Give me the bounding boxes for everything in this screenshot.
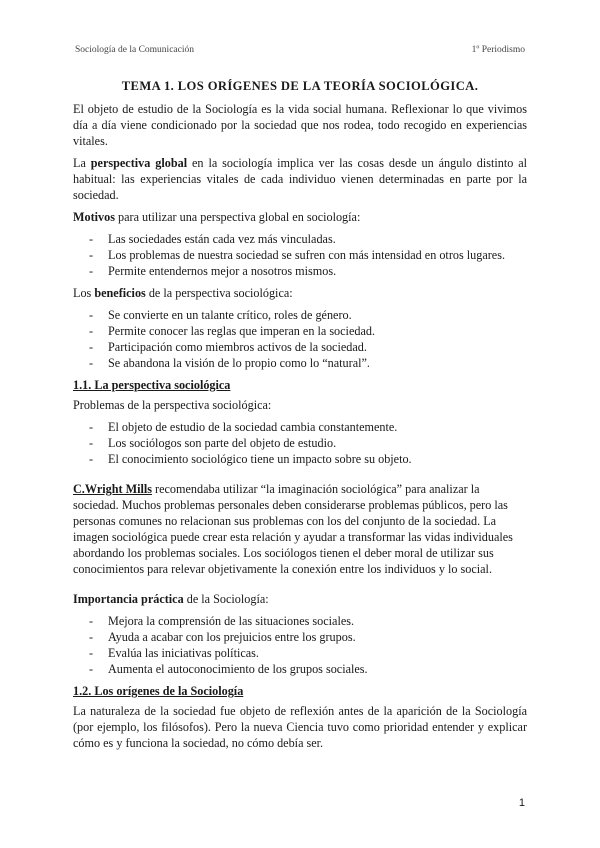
list-item: - Permite entendernos mejor a nosotros mismos.: [73, 263, 527, 279]
origins-paragraph: La naturaleza de la sociedad fue objeto de reflexión antes de la aparición de la Sociología (por ejemplo, los filósofos). Pero la nueva Ciencia tuvo como prioridad entender y explicar cómo es y funciona la sociedad, no cómo debía ser.: [73, 704, 527, 750]
list-item: - Permite conocer las reglas que imperan en la sociedad.: [73, 323, 527, 339]
intro-paragraph: El objeto de estudio de la Sociología es la vida social humana. Reflexionar lo que vivimos día a día viene condicionado por la sociedad que nos rodea, todo recogido en experiencias vitales.: [73, 102, 527, 148]
list-item: - Los problemas de nuestra sociedad se sufren con más intensidad en otros lugares.: [73, 247, 527, 263]
importancia-term: Importancia práctica: [73, 592, 184, 606]
global-perspective-paragraph: La perspectiva global en la sociología implica ver las cosas desde un ángulo distinto al habitual: las experiencias vitales de cada individuo vienen determinadas en parte por la sociedad.: [73, 156, 528, 202]
motivos-term: Motivos: [73, 210, 115, 224]
list-item: - El objeto de estudio de la sociedad cambia constantemente.: [73, 419, 527, 435]
importancia-intro: Importancia práctica de la Sociología:: [73, 592, 269, 606]
list-item: - Participación como miembros activos de la sociedad.: [73, 339, 527, 355]
motivos-intro: Motivos para utilizar una perspectiva global en sociología:: [73, 210, 361, 224]
mills-name: C.Wright Mills: [73, 482, 152, 496]
importancia-list: [73, 613, 527, 677]
list-item: - El conocimiento sociológico tiene un impacto sobre su objeto.: [73, 451, 527, 467]
page-title: TEMA 1. LOS ORÍGENES DE LA TEORÍA SOCIOLÓGICA.: [121, 79, 479, 93]
beneficios-term: beneficios: [94, 286, 146, 300]
list-item: - Se convierte en un talante crítico, roles de género.: [73, 307, 527, 323]
list-item: - Se abandona la visión de lo propio como lo “natural”.: [73, 355, 527, 371]
list-item: - Los sociólogos son parte del objeto de estudio.: [73, 435, 527, 451]
beneficios-list: [73, 307, 527, 371]
problems-intro: Problemas de la perspectiva sociológica:: [73, 398, 272, 412]
mills-paragraph: C.Wright Mills recomendaba utilizar “la imaginación sociológica” para analizar la sociedad. Muchos problemas personales deben considerarse problemas públicos, pero las personas comunes no relacionan sus problemas con los del conjunto de la sociedad. La imagen sociológica puede crear esta relación y ayudar a transformar las vidas individuales abordando los problemas sociales. Los sociólogos tienen el deber moral de utilizar sus conocimientos para relevar objetivamente la conexión entre los individuos y lo social.: [73, 482, 513, 576]
document-body: [73, 78, 527, 757]
header-degree: 1º Periodismo: [471, 45, 525, 55]
motivos-list: [73, 231, 527, 279]
page-header: [75, 45, 525, 59]
page-number: 1: [518, 797, 525, 809]
section-heading-1-2: 1.2. Los orígenes de la Sociología: [73, 684, 244, 698]
list-item: - Las sociedades están cada vez más vinculadas.: [73, 231, 527, 247]
problems-list: [73, 419, 527, 467]
section-heading-1-1: 1.1. La perspectiva sociológica: [73, 378, 231, 392]
header-course: Sociología de la Comunicación: [75, 45, 194, 55]
global-perspective-term: perspectiva global: [90, 156, 188, 170]
list-item: - Mejora la comprensión de las situaciones sociales.: [73, 613, 527, 629]
list-item: - Aumenta el autoconocimiento de los grupos sociales.: [73, 661, 527, 677]
list-item: - Ayuda a acabar con los prejuicios entre los grupos.: [73, 629, 527, 645]
list-item: - Evalúa las iniciativas políticas.: [73, 645, 527, 661]
beneficios-intro: Los beneficios de la perspectiva sociológica:: [73, 286, 293, 300]
